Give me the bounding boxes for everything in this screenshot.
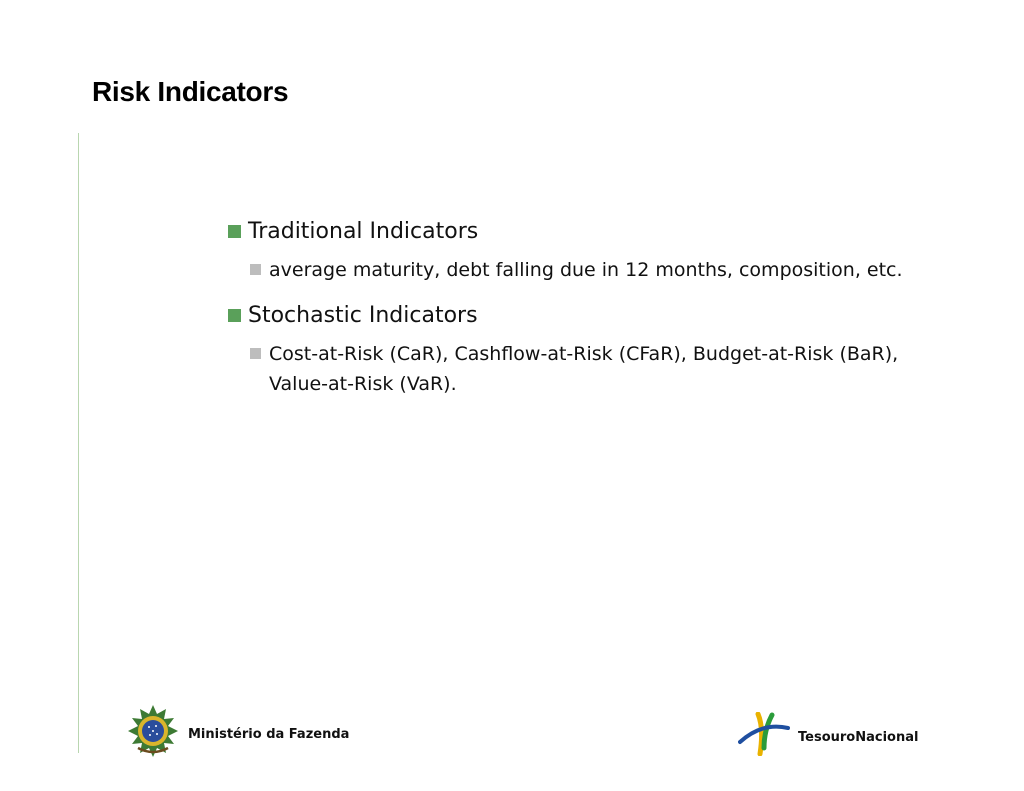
section-traditional: [228, 216, 928, 285]
section-stochastic: [228, 300, 928, 399]
tesouro-label: TesouroNacional: [798, 729, 919, 745]
bullet-heading: Traditional Indicators: [248, 219, 479, 244]
brazil-coat-of-arms-icon: [126, 704, 180, 758]
square-sub-bullet-icon: [250, 348, 261, 359]
bullet-list: [228, 216, 928, 399]
ministry-label: Ministério da Fazenda: [188, 726, 350, 742]
square-sub-bullet-icon: [250, 264, 261, 275]
sub-bullet-text: average maturity, debt falling due in 12 months, composition, etc.: [269, 259, 903, 281]
bullet-traditional-indicators: [228, 216, 928, 247]
square-bullet-icon: [228, 309, 241, 322]
vertical-divider: [78, 133, 79, 753]
footer-ministry: [126, 704, 349, 758]
footer-tesouro: [738, 712, 918, 756]
bullet-heading: Stochastic Indicators: [248, 303, 478, 328]
tesouro-nacional-logo-icon: [738, 712, 790, 756]
slide-title: Risk Indicators: [92, 76, 289, 107]
sub-bullet-stochastic: [250, 339, 928, 399]
bullet-stochastic-indicators: [228, 300, 928, 331]
sub-bullet-traditional: [250, 255, 928, 285]
square-bullet-icon: [228, 225, 241, 238]
sub-bullet-text: Cost-at-Risk (CaR), Cashflow-at-Risk (CFaR), Budget-at-Risk (BaR), Value-at-Risk (VaR).: [269, 343, 899, 395]
